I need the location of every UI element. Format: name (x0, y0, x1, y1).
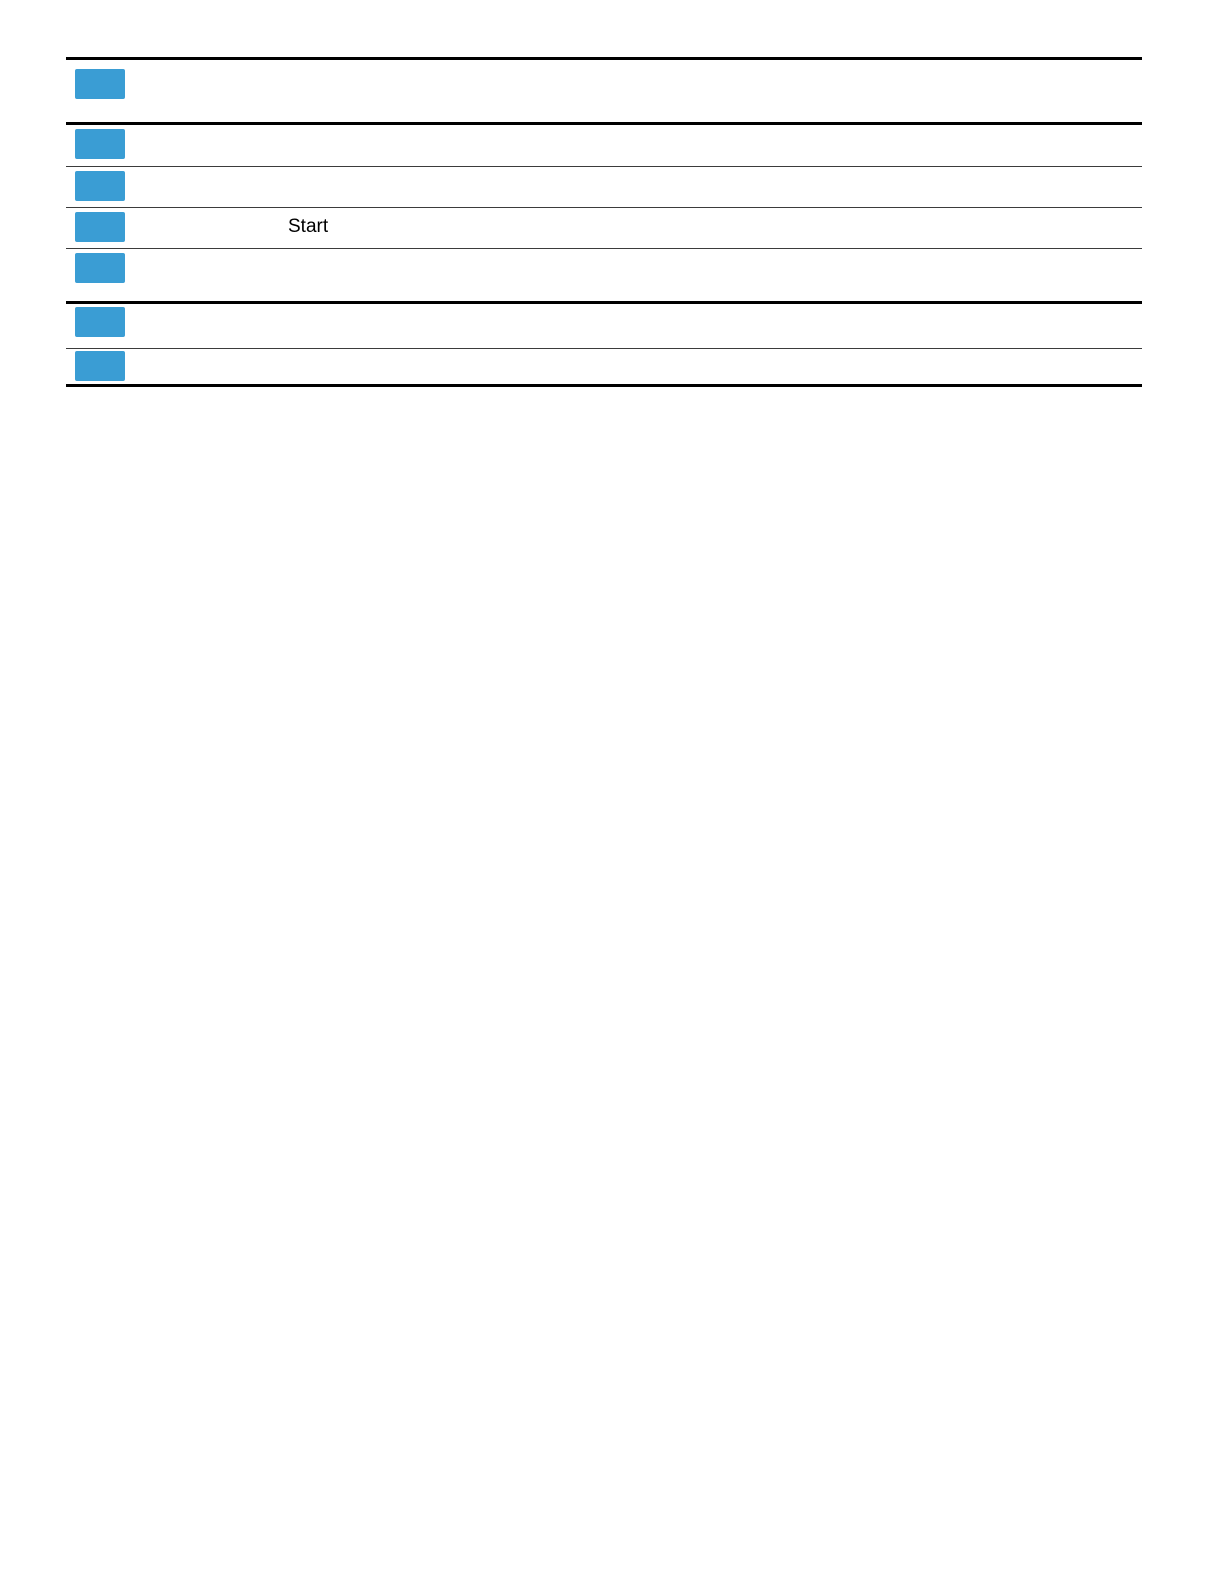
color-swatch (75, 171, 125, 201)
color-swatch (75, 253, 125, 283)
table-row (66, 208, 1142, 248)
document-table (66, 57, 1142, 387)
table-row (66, 125, 1142, 166)
color-swatch (75, 69, 125, 99)
table-row (66, 304, 1142, 348)
row-label: Start (288, 216, 329, 237)
color-swatch (75, 129, 125, 159)
color-swatch (75, 212, 125, 242)
table-row (66, 60, 1142, 122)
table-row (66, 249, 1142, 301)
table-row (66, 349, 1142, 384)
color-swatch (75, 307, 125, 337)
table-row (66, 167, 1142, 207)
color-swatch (75, 351, 125, 381)
table-bottom-border (66, 384, 1142, 387)
